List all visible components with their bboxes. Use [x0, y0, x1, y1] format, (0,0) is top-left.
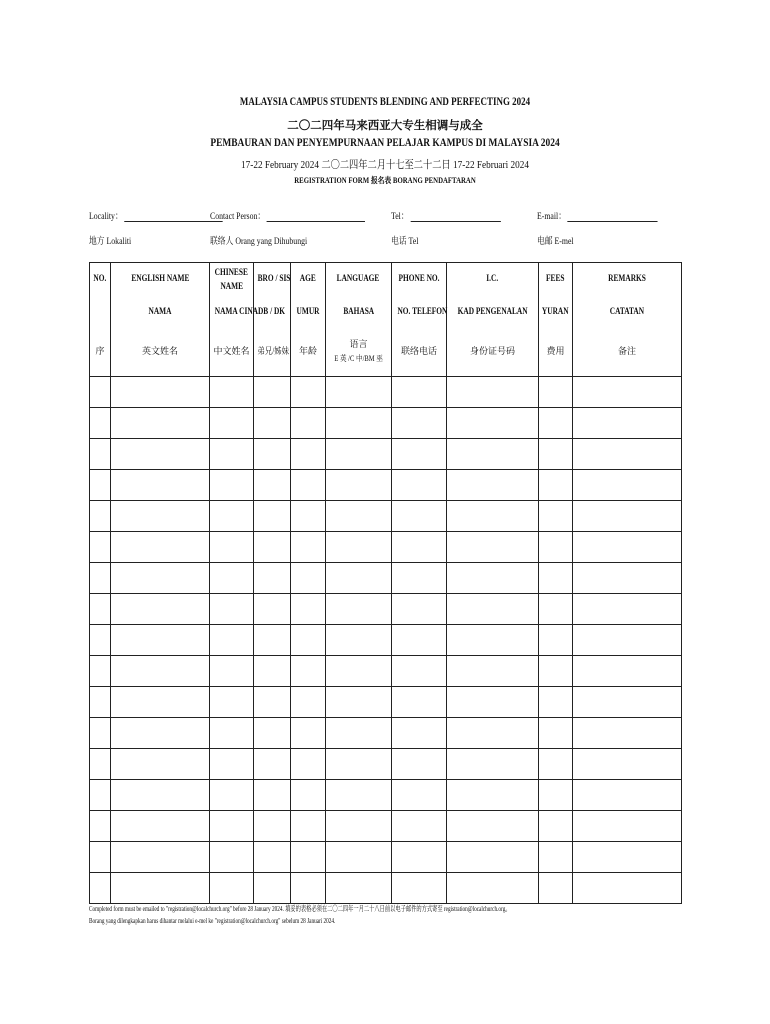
entry-cell[interactable] — [291, 532, 326, 563]
entry-cell[interactable] — [210, 873, 254, 904]
entry-cell[interactable] — [254, 873, 291, 904]
tel-sub-label: 电话 Tel — [391, 237, 419, 247]
entry-cell[interactable] — [392, 377, 447, 408]
tel-input-line[interactable] — [410, 212, 500, 222]
entry-cell[interactable] — [392, 594, 447, 625]
entry-cell[interactable] — [326, 780, 392, 811]
entry-cell[interactable] — [254, 718, 291, 749]
entry-cell[interactable] — [539, 780, 573, 811]
locality-field[interactable] — [89, 208, 223, 222]
entry-cell[interactable] — [447, 377, 539, 408]
table-row — [90, 439, 682, 470]
entry-cell[interactable] — [447, 594, 539, 625]
entry-cell[interactable] — [447, 408, 539, 439]
entry-cell[interactable] — [111, 408, 210, 439]
column-header-fees — [539, 263, 573, 377]
header-english-name-ms: NAMA — [148, 306, 172, 316]
entry-cell[interactable] — [90, 749, 111, 780]
entry-cell[interactable] — [573, 780, 682, 811]
header-chinese-name-en2: NAME — [220, 281, 243, 291]
entry-cell[interactable] — [326, 377, 392, 408]
header-age-ms: UMUR — [296, 306, 320, 316]
entry-cell[interactable] — [573, 625, 682, 656]
table-row — [90, 625, 682, 656]
table-row — [90, 408, 682, 439]
table-row — [90, 687, 682, 718]
entry-cell[interactable] — [210, 470, 254, 501]
entry-cell[interactable] — [210, 625, 254, 656]
entry-cell[interactable] — [90, 873, 111, 904]
entry-cell[interactable] — [254, 532, 291, 563]
header-fees-zh: 费用 — [546, 346, 565, 356]
entry-cell[interactable] — [111, 749, 210, 780]
header-remarks-zh: 备注 — [617, 346, 636, 356]
entry-cell[interactable] — [326, 718, 392, 749]
entry-cell[interactable] — [392, 873, 447, 904]
column-header-english-name — [111, 263, 210, 377]
header-chinese-name-ms: NAMA CINA — [214, 306, 259, 316]
entry-cell[interactable] — [539, 656, 573, 687]
entry-cell[interactable] — [210, 718, 254, 749]
entry-cell[interactable] — [90, 718, 111, 749]
entry-cell[interactable] — [447, 873, 539, 904]
table-row — [90, 594, 682, 625]
entry-cell[interactable] — [210, 594, 254, 625]
column-header-age — [291, 263, 326, 377]
entry-cell[interactable] — [392, 718, 447, 749]
table-row — [90, 780, 682, 811]
entry-cell[interactable] — [90, 563, 111, 594]
entry-cell[interactable] — [392, 749, 447, 780]
entry-cell[interactable] — [291, 439, 326, 470]
entry-cell[interactable] — [210, 656, 254, 687]
entry-cell[interactable] — [210, 377, 254, 408]
entry-cell[interactable] — [254, 625, 291, 656]
entry-cell[interactable] — [326, 687, 392, 718]
entry-cell[interactable] — [254, 687, 291, 718]
entry-cell[interactable] — [210, 749, 254, 780]
column-header-phone — [392, 263, 447, 377]
entry-cell[interactable] — [326, 811, 392, 842]
title-english: MALAYSIA CAMPUS STUDENTS BLENDING AND PERFECTING 2024 — [239, 96, 531, 108]
entry-cell[interactable] — [539, 377, 573, 408]
entry-cell[interactable] — [90, 687, 111, 718]
entry-cell[interactable] — [291, 842, 326, 873]
entry-cell[interactable] — [573, 842, 682, 873]
entry-cell[interactable] — [291, 718, 326, 749]
entry-cell[interactable] — [447, 532, 539, 563]
column-header-chinese-name — [210, 263, 259, 377]
entry-cell[interactable] — [539, 749, 573, 780]
column-header-ic — [447, 263, 539, 377]
entry-cell[interactable] — [254, 408, 291, 439]
entry-cell[interactable] — [326, 873, 392, 904]
email-input-line[interactable] — [568, 212, 658, 222]
header-english-name-en: ENGLISH NAME — [130, 273, 190, 283]
entry-cell[interactable] — [90, 780, 111, 811]
entry-cell[interactable] — [447, 780, 539, 811]
entry-cell[interactable] — [539, 532, 573, 563]
footer-instruction-english-chinese: Completed form must be emailed to "registration@localchurch.org" before 28 January 2024. 填妥的表格必须在二〇二四年一月二十八日前以电子邮件的方式寄至 registration@localchurch.org。 — [89, 904, 511, 913]
entry-cell[interactable] — [90, 439, 111, 470]
entry-cell[interactable] — [210, 439, 254, 470]
entry-cell[interactable] — [111, 842, 210, 873]
entry-cell[interactable] — [573, 687, 682, 718]
column-header-language — [326, 263, 392, 377]
entry-cell[interactable] — [539, 439, 573, 470]
entry-cell[interactable] — [291, 687, 326, 718]
entry-cell[interactable] — [90, 501, 111, 532]
entry-cell[interactable] — [291, 749, 326, 780]
entry-cell[interactable] — [539, 625, 573, 656]
entry-cell[interactable] — [447, 470, 539, 501]
entry-cell[interactable] — [90, 408, 111, 439]
header-no-en: NO. — [93, 273, 107, 283]
entry-cell[interactable] — [254, 439, 291, 470]
contact-person-input-line[interactable] — [267, 212, 365, 222]
header-bro-sis-zh: 弟兄/姊妹 — [257, 346, 290, 356]
entry-cell[interactable] — [447, 749, 539, 780]
entry-cell[interactable] — [254, 749, 291, 780]
entry-cell[interactable] — [90, 377, 111, 408]
header-phone-zh: 联络电话 — [400, 346, 437, 356]
entry-cell[interactable] — [447, 656, 539, 687]
entry-cell[interactable] — [539, 873, 573, 904]
title-chinese: 二〇二四年马来西亚大专生相调与成全 — [287, 120, 483, 132]
entry-cell[interactable] — [326, 594, 392, 625]
entry-cell[interactable] — [90, 532, 111, 563]
entry-cell[interactable] — [573, 749, 682, 780]
entry-cell[interactable] — [573, 718, 682, 749]
entry-cell[interactable] — [210, 532, 254, 563]
header-remarks-en: REMARKS — [608, 273, 646, 283]
entry-cell[interactable] — [90, 656, 111, 687]
entry-cell[interactable] — [254, 780, 291, 811]
header-ic-zh: 身份证号码 — [469, 346, 515, 356]
entry-cell[interactable] — [111, 687, 210, 718]
entry-cell[interactable] — [291, 873, 326, 904]
contact-person-label: Contact Person： — [210, 212, 266, 222]
entry-cell[interactable] — [291, 408, 326, 439]
entry-cell[interactable] — [111, 873, 210, 904]
entry-cell[interactable] — [392, 656, 447, 687]
header-language-zh: 语言 — [349, 339, 368, 349]
entry-cell[interactable] — [210, 687, 254, 718]
email-field[interactable] — [537, 208, 658, 222]
entry-cell[interactable] — [326, 842, 392, 873]
entry-cell[interactable] — [111, 780, 210, 811]
entry-cell[interactable] — [447, 501, 539, 532]
locality-sub-label: 地方 Lokaliti — [89, 237, 132, 247]
entry-cell[interactable] — [392, 687, 447, 718]
entry-cell[interactable] — [111, 594, 210, 625]
registration-table — [89, 262, 682, 904]
entry-cell[interactable] — [392, 625, 447, 656]
entry-cell[interactable] — [210, 408, 254, 439]
table-row — [90, 842, 682, 873]
entry-cell[interactable] — [291, 656, 326, 687]
entry-cell[interactable] — [111, 501, 210, 532]
entry-cell[interactable] — [254, 594, 291, 625]
entry-cell[interactable] — [392, 532, 447, 563]
entry-cell[interactable] — [539, 470, 573, 501]
entry-cell[interactable] — [539, 594, 573, 625]
entry-cell[interactable] — [210, 811, 254, 842]
email-sub-label: 电邮 E-mel — [537, 237, 574, 247]
entry-cell[interactable] — [447, 625, 539, 656]
entry-cell[interactable] — [111, 532, 210, 563]
header-ic-ms: KAD PENGENALAN — [457, 306, 528, 316]
entry-cell[interactable] — [111, 439, 210, 470]
table-row — [90, 501, 682, 532]
entry-cell[interactable] — [573, 811, 682, 842]
entry-cell[interactable] — [539, 811, 573, 842]
entry-cell[interactable] — [111, 377, 210, 408]
entry-cell[interactable] — [210, 842, 254, 873]
entry-cell[interactable] — [291, 811, 326, 842]
entry-cell[interactable] — [90, 842, 111, 873]
entry-cell[interactable] — [539, 687, 573, 718]
table-row — [90, 563, 682, 594]
entry-cell[interactable] — [392, 811, 447, 842]
header-chinese-name-zh: 中文姓名 — [213, 346, 250, 356]
entry-cell[interactable] — [326, 408, 392, 439]
entry-cell[interactable] — [90, 625, 111, 656]
locality-input-line[interactable] — [124, 212, 222, 222]
entry-cell[interactable] — [447, 439, 539, 470]
entry-cell[interactable] — [210, 563, 254, 594]
entry-cell[interactable] — [326, 439, 392, 470]
entry-cell[interactable] — [392, 780, 447, 811]
table-row — [90, 377, 682, 408]
entry-cell[interactable] — [254, 563, 291, 594]
entry-cell[interactable] — [210, 780, 254, 811]
entry-cell[interactable] — [291, 501, 326, 532]
entry-cell[interactable] — [573, 563, 682, 594]
entry-cell[interactable] — [539, 563, 573, 594]
entry-cell[interactable] — [539, 408, 573, 439]
entry-cell[interactable] — [254, 842, 291, 873]
table-row — [90, 873, 682, 904]
entry-cell[interactable] — [539, 501, 573, 532]
entry-cell[interactable] — [392, 501, 447, 532]
header-phone-en: PHONE NO. — [398, 273, 440, 283]
header-language-ms: BAHASA — [343, 306, 374, 316]
entry-cell[interactable] — [254, 501, 291, 532]
entry-cell[interactable] — [326, 501, 392, 532]
entry-cell[interactable] — [392, 563, 447, 594]
entry-cell[interactable] — [573, 439, 682, 470]
column-header-no — [90, 263, 111, 377]
entry-cell[interactable] — [90, 470, 111, 501]
email-label: E-mail： — [537, 212, 566, 222]
header-fees-ms: YURAN — [542, 306, 569, 316]
header-phone-ms: NO. TELEFON — [397, 306, 448, 316]
entry-cell[interactable] — [573, 594, 682, 625]
event-dates: 17-22 February 2024 二〇二四年二月十七至二十二日 17-22 Februari 2024 — [241, 159, 529, 171]
entry-cell[interactable] — [573, 656, 682, 687]
entry-cell[interactable] — [291, 594, 326, 625]
entry-cell[interactable] — [447, 842, 539, 873]
header-no-zh: 序 — [95, 346, 105, 356]
header-remarks-ms: CATATAN — [609, 306, 645, 316]
column-header-bro-sis — [254, 263, 291, 377]
entry-cell[interactable] — [573, 532, 682, 563]
entry-cell[interactable] — [326, 563, 392, 594]
entry-cell[interactable] — [111, 625, 210, 656]
table-row — [90, 532, 682, 563]
registration-rows — [90, 377, 682, 904]
entry-cell[interactable] — [210, 501, 254, 532]
entry-cell[interactable] — [111, 656, 210, 687]
title-malay: PEMBAURAN DAN PENYEMPURNAAN PELAJAR KAMPUS DI MALAYSIA 2024 — [210, 137, 560, 149]
entry-cell[interactable] — [111, 811, 210, 842]
column-header-remarks — [573, 263, 682, 377]
entry-cell[interactable] — [90, 594, 111, 625]
entry-cell[interactable] — [111, 563, 210, 594]
entry-cell[interactable] — [573, 470, 682, 501]
entry-cell[interactable] — [291, 470, 326, 501]
entry-cell[interactable] — [447, 563, 539, 594]
entry-cell[interactable] — [539, 718, 573, 749]
entry-cell[interactable] — [392, 842, 447, 873]
entry-cell[interactable] — [326, 656, 392, 687]
entry-cell[interactable] — [291, 377, 326, 408]
entry-cell[interactable] — [111, 470, 210, 501]
entry-cell[interactable] — [291, 563, 326, 594]
entry-cell[interactable] — [573, 408, 682, 439]
header-bro-sis-ms: DB / DK — [258, 306, 286, 316]
header-language-en: LANGUAGE — [337, 273, 380, 283]
header-age-en: AGE — [299, 273, 316, 283]
entry-cell[interactable] — [447, 811, 539, 842]
entry-cell[interactable] — [254, 656, 291, 687]
header-age-zh: 年龄 — [298, 346, 317, 356]
entry-cell[interactable] — [392, 439, 447, 470]
entry-cell[interactable] — [326, 749, 392, 780]
tel-label: Tel： — [391, 212, 409, 222]
entry-cell[interactable] — [573, 873, 682, 904]
table-row — [90, 656, 682, 687]
form-name: REGISTRATION FORM 报名表 BORANG PENDAFTARAN — [294, 176, 476, 185]
table-row — [90, 718, 682, 749]
header-language-options: E 英 /C 中/BM 巫 — [334, 354, 383, 363]
header-ic-en: I.C. — [486, 273, 499, 283]
contact-person-sub-label: 联络人 Orang yang Dihubungi — [210, 237, 308, 247]
entry-cell[interactable] — [392, 408, 447, 439]
header-bro-sis-en: BRO / SIS — [257, 273, 291, 283]
tel-field[interactable] — [391, 208, 500, 222]
locality-label: Locality： — [89, 212, 123, 222]
entry-cell[interactable] — [447, 687, 539, 718]
entry-cell[interactable] — [111, 718, 210, 749]
entry-cell[interactable] — [392, 470, 447, 501]
entry-cell[interactable] — [254, 470, 291, 501]
table-row — [90, 811, 682, 842]
entry-cell[interactable] — [254, 811, 291, 842]
table-row — [90, 749, 682, 780]
header-fees-en: FEES — [546, 273, 565, 283]
entry-cell[interactable] — [447, 718, 539, 749]
entry-cell[interactable] — [291, 625, 326, 656]
footer-instruction-malay: Borang yang dilengkapkan harus dihantar melalui e-mel ke "registration@localchurch.org" sebelum 28 Januari 2024. — [89, 916, 336, 925]
entry-cell[interactable] — [90, 811, 111, 842]
entry-cell[interactable] — [291, 780, 326, 811]
entry-cell[interactable] — [573, 377, 682, 408]
contact-person-field[interactable] — [210, 208, 365, 222]
entry-cell[interactable] — [573, 501, 682, 532]
header-chinese-name-en: CHINESE — [214, 267, 249, 277]
entry-cell[interactable] — [326, 532, 392, 563]
entry-cell[interactable] — [539, 842, 573, 873]
entry-cell[interactable] — [254, 377, 291, 408]
entry-cell[interactable] — [326, 625, 392, 656]
entry-cell[interactable] — [326, 470, 392, 501]
table-row — [90, 470, 682, 501]
header-english-name-zh: 英文姓名 — [141, 346, 178, 356]
